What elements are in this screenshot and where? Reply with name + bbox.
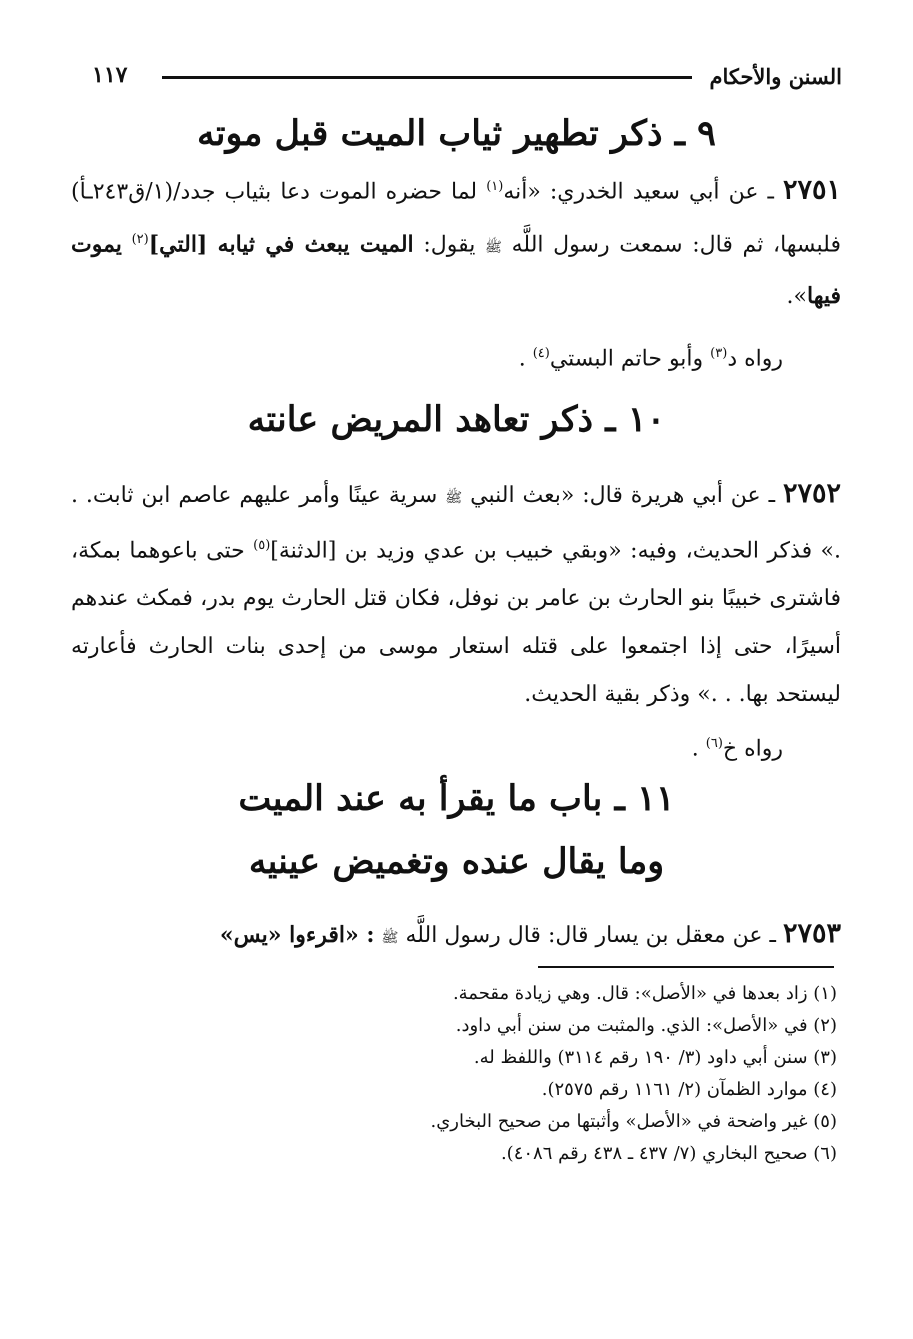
hadith-text: ». — [786, 283, 807, 309]
footnote-ref: (٦) — [705, 736, 723, 751]
hadith-quote: : «اقرءوا «يس» — [219, 922, 375, 948]
footnotes — [137, 978, 837, 1170]
hadith-text: ـ عن أبي سعيد الخدري: «أنه — [503, 179, 774, 205]
hadith-number: ٢٧٥٢ — [782, 478, 841, 509]
hadith-number: ٢٧٥٣ — [782, 918, 841, 949]
hadith-text: يقول: — [423, 232, 476, 258]
salutation-glyph: ﷺ — [485, 239, 502, 256]
narration-source — [519, 334, 783, 379]
section-heading-11: ١١ ـ باب ما يقرأ به عند الميت — [238, 778, 675, 819]
section-heading-10: ١٠ ـ ذكر تعاهد المريض عانته — [247, 399, 666, 440]
footnote-4: (٤) موارد الظمآن (٢/ ١١٦١ رقم ٢٥٧٥). — [541, 1079, 837, 1100]
footnote-6: (٦) صحيح البخاري (٧/ ٤٣٧ ـ ٤٣٨ رقم ٤٠٨٦). — [500, 1143, 837, 1164]
hadith-text: حتى باعوهما بمكة، فاشترى خبيبًا بنو الحارث بن عامر بن نوفل، فكان قتل الحارث يوم بدر، فمكث عندهم أسيرًا، حتى إذا اجتمعوا على قتله استعار موسى من إحدى بنات الحارث فأعارته ليستحد بها. . .» وذكر بقية الحديث. — [71, 538, 841, 708]
narration-text: رواه د — [727, 346, 783, 372]
footnote-2: (٢) في «الأصل»: الذي. والمثبت من سنن أبي داود. — [455, 1015, 837, 1036]
footnote-ref: (٤) — [532, 346, 550, 361]
narration-text: رواه خ — [722, 736, 783, 762]
narration-text: . — [518, 346, 526, 372]
page-number: ١١٧ — [92, 62, 128, 88]
hadith-text: ـ عن أبي هريرة قال: «بعث النبي — [470, 483, 776, 508]
header-rule — [162, 76, 692, 79]
hadith-2753 — [71, 910, 841, 962]
hadith-quote: يموت فيها — [71, 231, 841, 309]
footnote-ref: (٢) — [131, 232, 149, 248]
footnote-ref: (٣) — [710, 346, 728, 361]
hadith-quote: الميت يبعث في ثيابه [التي] — [148, 231, 414, 258]
footnote-3: (٣) سنن أبي داود (٣/ ١٩٠ رقم ٣١١٤) واللفظ له. — [473, 1047, 837, 1068]
footnote-1: (١) زاد بعدها في «الأصل»: قال. وهي زيادة مقحمة. — [452, 983, 837, 1004]
hadith-text: لما حضره الموت دعا بثياب جدد/(١/ق٢٤٣ـأ) فلبسها، ثم قال: سمعت رسول اللَّه — [71, 179, 841, 258]
hadith-text: ـ عن معقل بن يسار قال: قال رسول اللَّه — [405, 923, 776, 948]
footnote-ref: (٥) — [253, 538, 271, 553]
hadith-number: ٢٧٥١ — [783, 174, 842, 206]
narration-text: . — [691, 736, 699, 762]
section-heading-11-line-2: وما يقال عنده وتغميض عينيه — [248, 841, 665, 882]
hadith-2752 — [71, 470, 841, 719]
running-header — [92, 62, 842, 98]
footnote-ref: (١) — [486, 179, 504, 194]
section-heading-9: ٩ ـ ذكر تطهير ثياب الميت قبل موته — [197, 113, 716, 154]
hadith-text: سرية عينًا وأمر عليهم عاصم ابن ثابت. . .» فذكر الحديث، وفيه: «وبقي خبيب بن عدي وزيد بن [الدثنة] — [71, 483, 841, 564]
footnote-divider — [538, 966, 834, 968]
hadith-2751 — [71, 163, 841, 321]
salutation-glyph: ﷺ — [381, 930, 399, 946]
narration-source — [692, 724, 783, 769]
salutation-glyph: ﷺ — [445, 490, 463, 506]
running-title: السنن والأحكام — [709, 64, 842, 89]
narration-text: وأبو حاتم البستي — [549, 346, 704, 372]
footnote-5: (٥) غير واضحة في «الأصل» وأثبتها من صحيح البخاري. — [430, 1111, 837, 1132]
